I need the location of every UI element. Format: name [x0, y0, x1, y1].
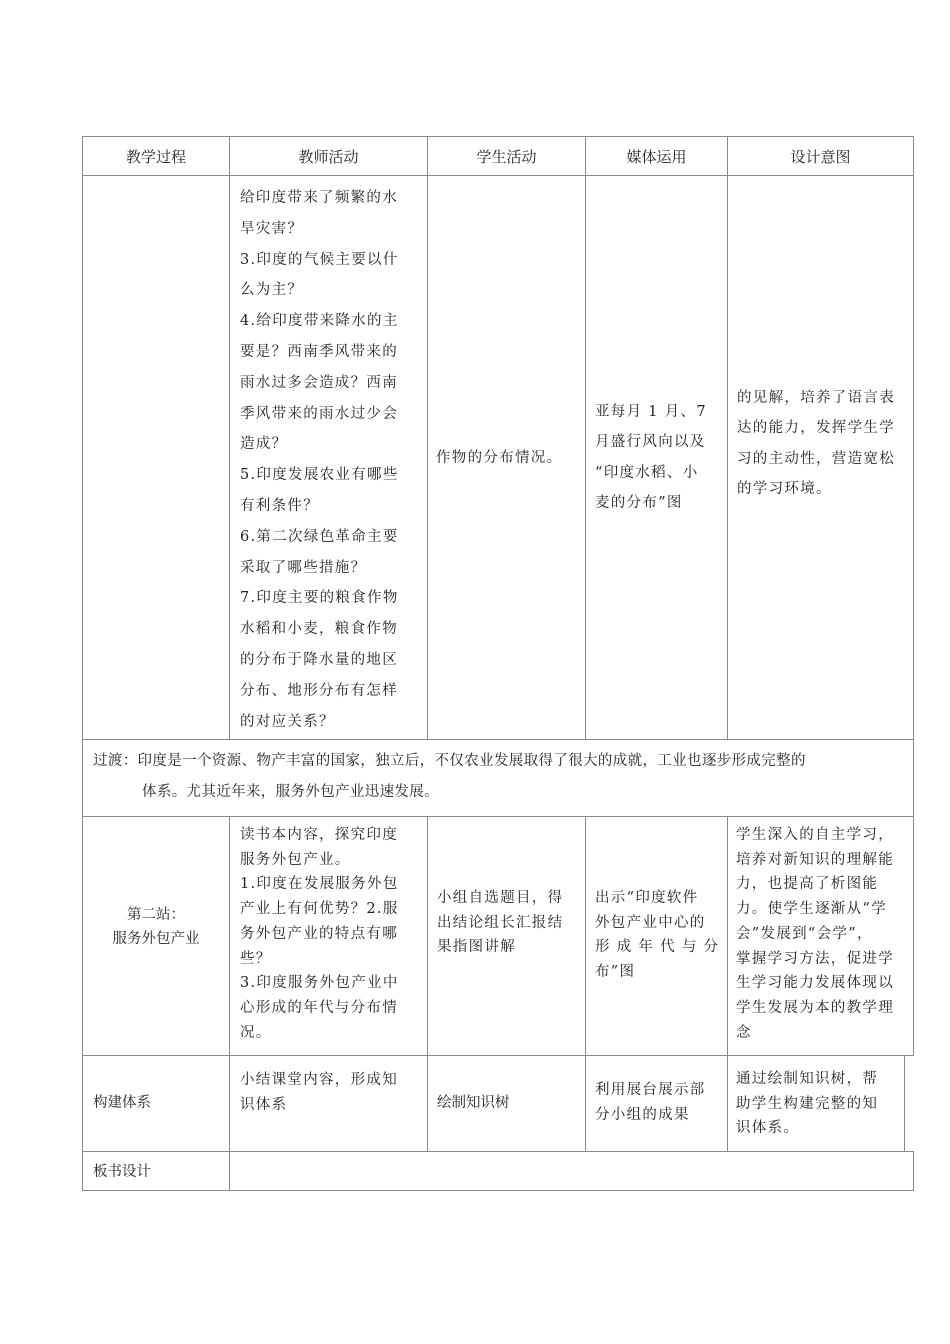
header-media	[585, 136, 728, 176]
row4-content	[229, 1151, 914, 1191]
row2-process-line2: 服务外包产业	[112, 931, 200, 947]
row2-media	[585, 816, 728, 1056]
transition-line2: 体系。尤其近年来，服务外包产业迅速发展。	[142, 784, 439, 800]
row3-teacher	[229, 1055, 428, 1152]
transition-line1: 过渡：印度是一个资源、物产丰富的国家，独立后，不仅农业发展取得了很大的成就，工业也逐步形成完整的	[93, 753, 806, 769]
row2-process-line1: 第二站：	[127, 907, 185, 923]
header-intent-label: 设计意图	[790, 147, 851, 166]
row1-intent	[727, 175, 914, 740]
row3-process-text: 构建体系	[93, 1095, 151, 1111]
row1-intent-text: 的见解，培养了语言表 达的能力，发挥学生学 习的主动性，营造宽松 的学习环境。	[737, 389, 895, 497]
header-student-label: 学生活动	[476, 147, 537, 166]
row3-media-text: 利用展台展示部 分小组的成果	[595, 1082, 706, 1123]
row2-student	[427, 816, 586, 1056]
header-process-label: 教学过程	[125, 147, 186, 166]
row1-process	[82, 175, 230, 740]
row3-intent-text: 通过绘制知识树，帮 助学生构建完整的知 识体系。	[736, 1071, 879, 1136]
transition-row	[82, 739, 914, 817]
header-process	[82, 136, 230, 176]
row3-student-text: 绘制知识树	[437, 1095, 510, 1111]
row2-intent-text: 学生深入的自主学习， 培养对新知识的理解能 力，也提高了析图能 力。使学生逐渐从“学 会”发展到“会学”， 掌握学习方法，促进学 生学习能力发展体现以 学生发展为本的教学理 念	[736, 827, 894, 1041]
row4-process	[82, 1151, 230, 1191]
row1-media-text: 亚每月 1 月、7 月盛行风向以及 “印度水稻、小 麦的分布”图	[595, 403, 707, 511]
row1-teacher	[229, 175, 428, 740]
header-intent	[727, 136, 914, 176]
row3-intent	[727, 1055, 905, 1152]
row1-media	[585, 175, 728, 740]
row3-teacher-text: 小结课堂内容，形成知 识体系	[240, 1072, 398, 1113]
row2-teacher-text: 读书本内容，探究印度 服务外包产业。 1.印度在发展服务外包 产业上有何优势？2.服 务外包产业的特点有哪 些？ 3.印度服务外包产业中 心形成的年代与分布情 况。	[240, 827, 399, 1041]
header-teacher	[229, 136, 428, 176]
row2-teacher	[229, 816, 428, 1056]
row1-student	[427, 175, 586, 740]
row3-student	[427, 1055, 586, 1152]
header-media-label: 媒体运用	[626, 147, 687, 166]
row2-media-text: 出示“印度软件 外包产业中心的 形 成 年 代 与 分 布”图	[595, 890, 720, 980]
row4-process-text: 板书设计	[93, 1164, 151, 1180]
header-teacher-label: 教师活动	[298, 147, 359, 166]
row1-teacher-text: 给印度带来了频繁的水 旱灾害？ 3.印度的气候主要以什 么为主？ 4.给印度带来降水的主 要是？西南季风带来的 雨水过多会造成？西南 季风带来的雨水过少会 造成？ 5.印度发展农业有哪些 有利条件？ 6.第二次绿色革命主要 采取了哪些措施？ 7.印度主要的粮食作物 水稻和小麦，粮食作物 的分布于降水量的地区 分布、地形分布有怎样 的对应关系？	[240, 190, 399, 730]
row3-media	[585, 1055, 728, 1152]
row2-process-text	[83, 903, 229, 951]
row3-process	[82, 1055, 230, 1152]
row2-student-text: 小组自选题目，得 出结论组长汇报结 果指图讲解	[437, 890, 564, 955]
header-student	[427, 136, 586, 176]
row2-process	[82, 816, 230, 1056]
row1-student-text: 作物的分布情况。	[436, 449, 563, 466]
row2-intent	[727, 816, 914, 1056]
